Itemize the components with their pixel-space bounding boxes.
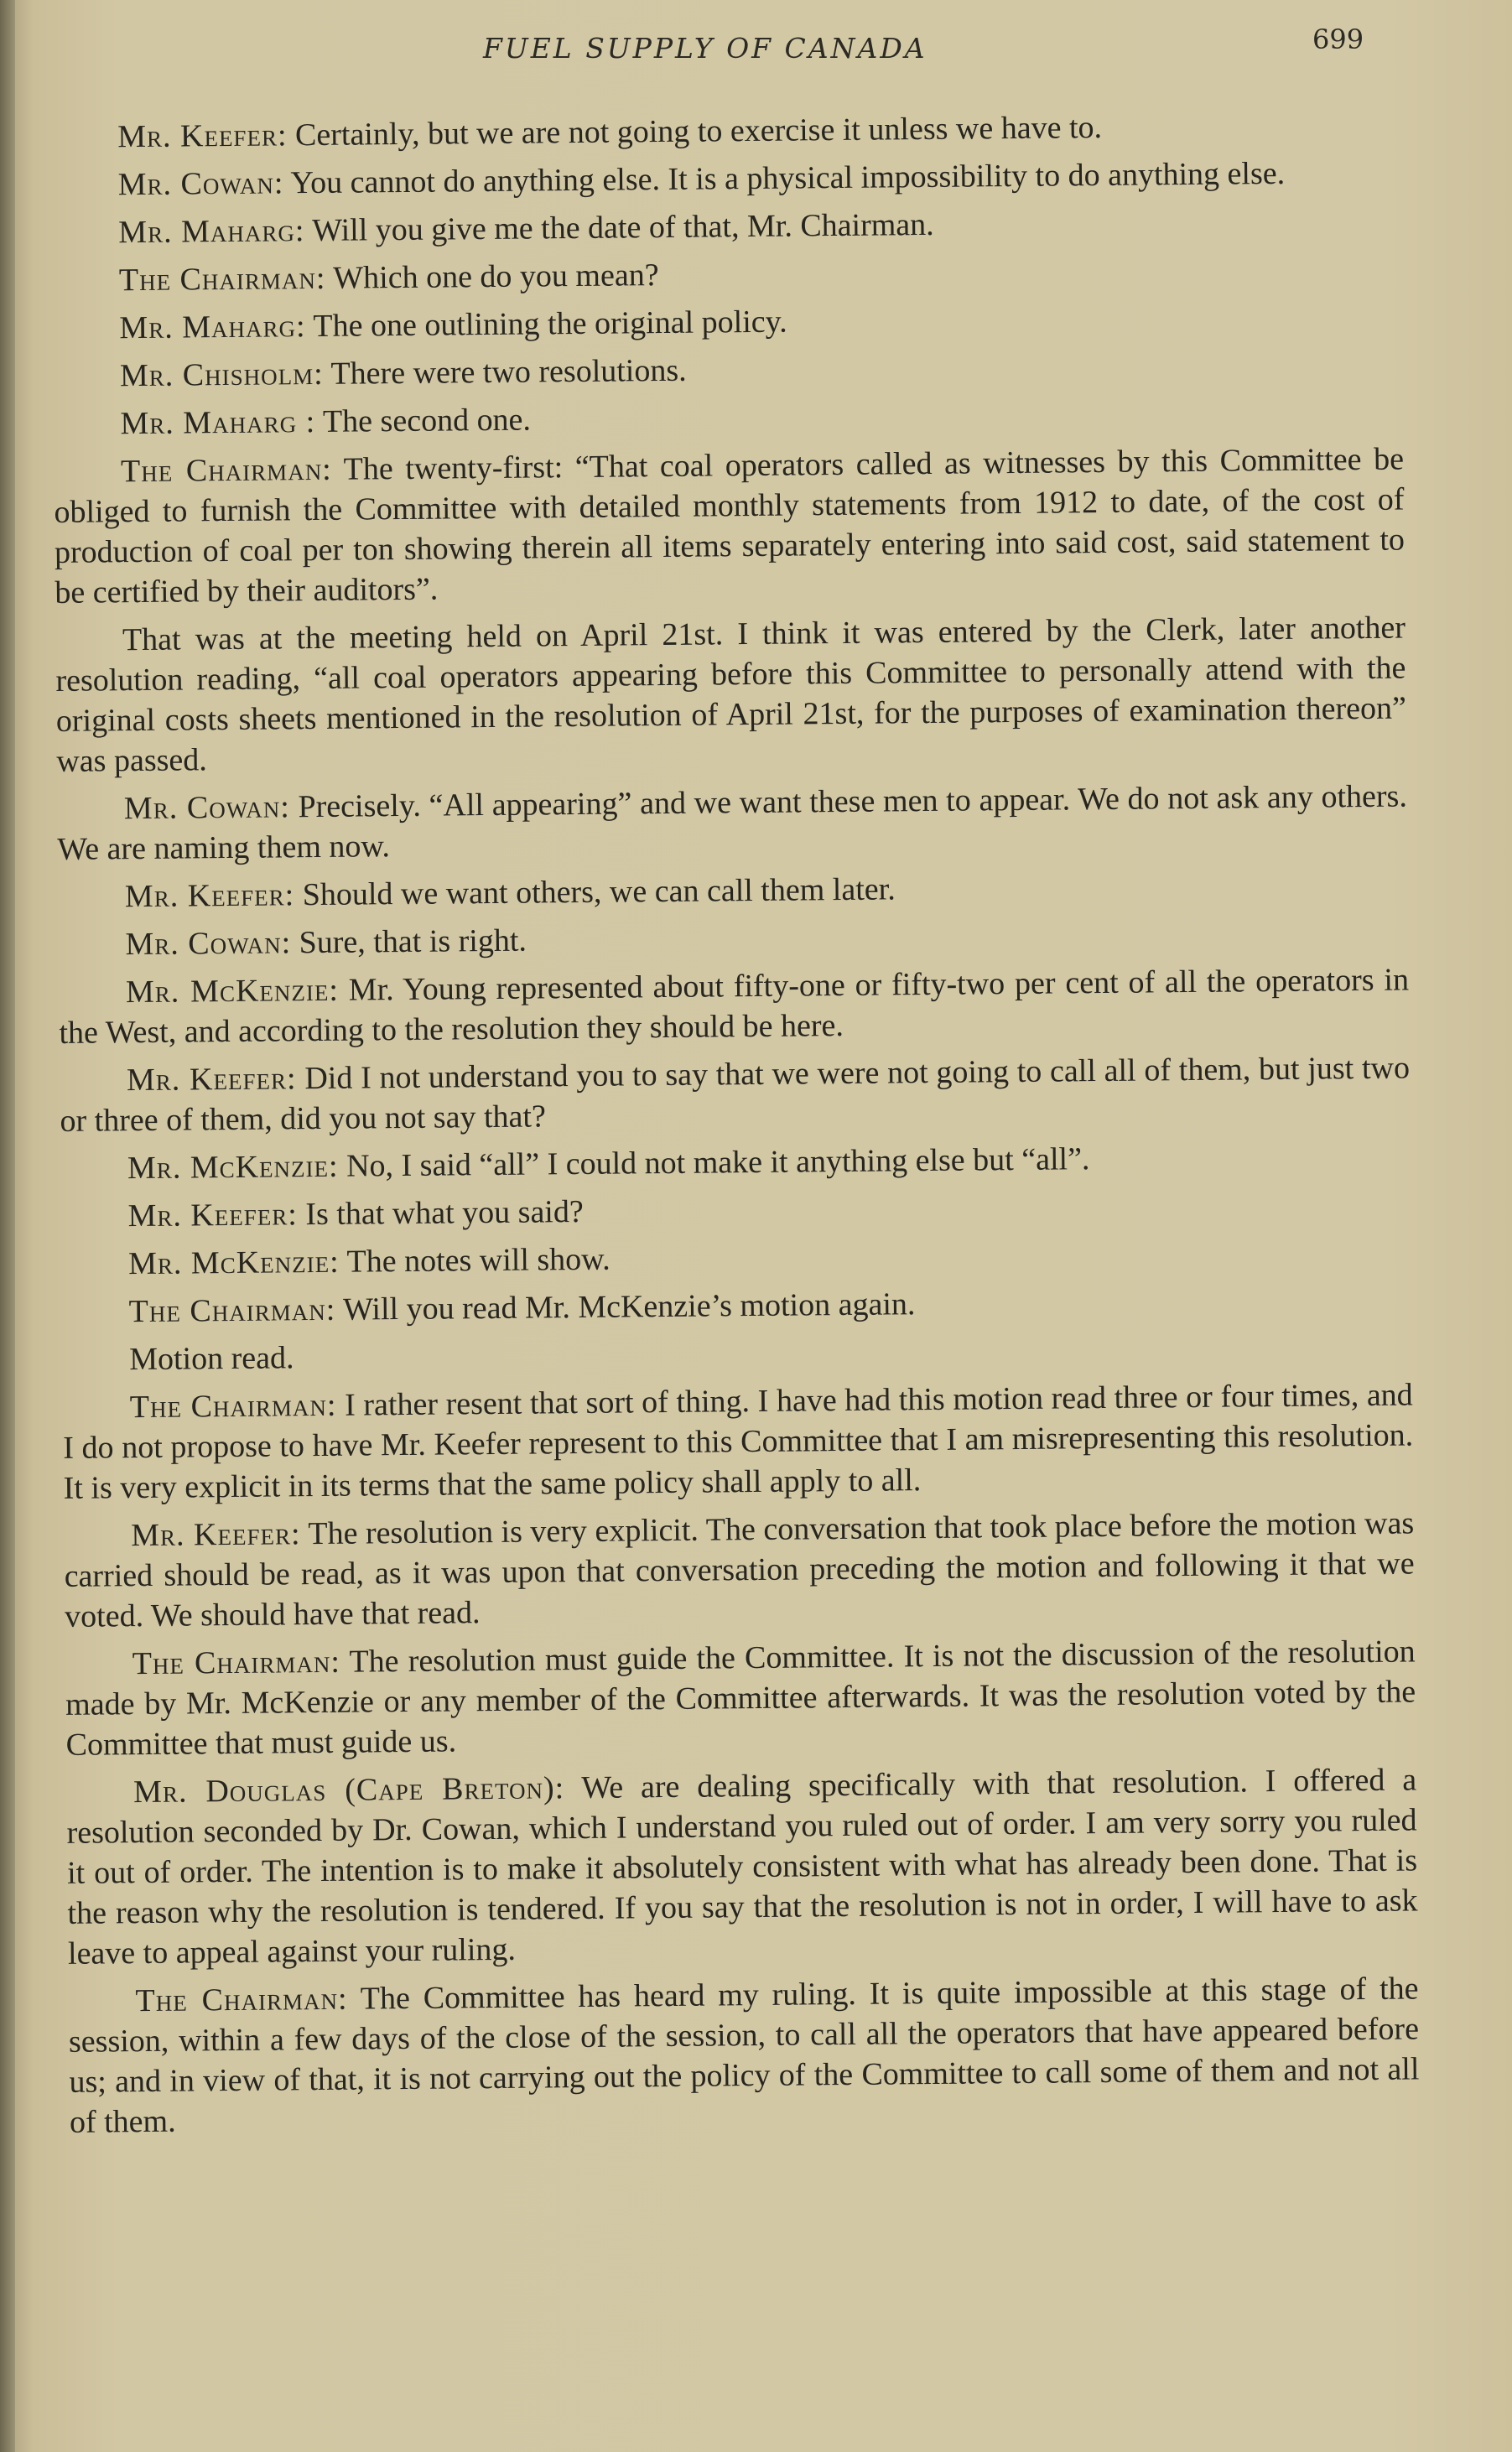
paragraph-text: Will you read Mr. McKenzie’s motion again. (342, 1286, 916, 1327)
speaker-label: The Chairman: (129, 1387, 337, 1426)
paragraph (53, 344, 1403, 397)
speaker-label: Mr. Maharg: (119, 309, 306, 346)
paragraph (55, 608, 1407, 782)
paragraph-text: The resolution is very explicit. The conversation that took place before the motion was carried should be read, as it was upon that conversation preceding the motion and following it that we voted. We should have that read. (64, 1505, 1415, 1634)
speaker-label: Mr. Cowan: (125, 925, 292, 963)
speaker-label: The Chairman: (118, 260, 326, 299)
speaker-label: The Chairman: (120, 451, 332, 490)
page-header (0, 23, 1512, 74)
paragraph (57, 777, 1408, 870)
paragraph-text: The resolution must guide the Committee. It is not the discussion of the resolution made by Mr. McKenzie or any member of the Committee afterwards. It was the resolution voted by the Committee that must guide us. (65, 1634, 1416, 1763)
paragraph-text: Certainly, but we are not going to exercise it unless we have to. (294, 109, 1103, 153)
paragraph-text: You cannot do anything else. It is a physical impossibility to do anything else. (290, 155, 1286, 201)
paragraph-text: Sure, that is right. (299, 922, 527, 961)
paragraph-text: The one outlining the original policy. (313, 304, 787, 345)
speaker-label: Mr. Douglas (Cape Breton): (132, 1770, 565, 1810)
paragraph (58, 865, 1408, 917)
paragraph (63, 1374, 1414, 1508)
paragraph-text: Will you give me the date of that, Mr. Chairman. (312, 206, 934, 249)
paragraph (52, 248, 1402, 301)
paragraph (52, 296, 1402, 349)
paragraph (59, 959, 1410, 1052)
paragraph (61, 1279, 1411, 1332)
speaker-label: Mr. Keefer: (124, 877, 295, 915)
speaker-label: Mr. Keefer: (117, 117, 288, 155)
speaker-label: The Chairman: (135, 1981, 348, 2019)
paragraph-text: Mr. Young represented about fifty-one or fifty-two per cent of all the operators in the West, and according to the resolution they should be here. (59, 962, 1410, 1051)
speaker-label: Mr. Keefer: (127, 1197, 299, 1234)
speaker-label: Mr. McKenzie: (125, 972, 340, 1010)
paragraph (58, 912, 1408, 965)
paragraph (51, 200, 1401, 253)
speaker-label: Mr. McKenzie: (127, 1148, 339, 1187)
paragraph (66, 1759, 1418, 1973)
paragraph-text: Is that what you said? (305, 1193, 584, 1233)
paragraph-text: That was at the meeting held on April 21st. I think it was entered by the Clerk, later another resolution reading, “all coal operators appearing before this Committee to personally attend with the original costs sheets mentioned in the resolution of April 21st, for the purposes of examination thereon” was passed. (55, 610, 1407, 779)
running-title: FUEL SUPPLY OF CANADA (483, 32, 927, 65)
paragraph-text: Did I not understand you to say that we were not going to call all of them, but just two or three of them, did you not say that? (60, 1050, 1411, 1139)
speaker-label: Mr. Maharg: (118, 213, 305, 251)
paragraph (64, 1503, 1415, 1636)
paragraph-text: Which one do you mean? (333, 257, 659, 296)
paragraph (50, 105, 1400, 158)
speaker-label: Mr. McKenzie: (127, 1244, 340, 1282)
speaker-label: The Chairman: (132, 1644, 341, 1682)
transcript-body (50, 105, 1420, 2150)
paragraph-text: We are dealing specifically with that resolution. I offered a resolution seconded by Dr. Cowan, which I understand you ruled out of order. I am very sorry you ruled it out of order. The intention is to make it absolutely consistent with what has already been done. That is the reason why the resolution is tendered. If you say that the resolution is not in order, I will have to ask leave to appeal against your ruling. (66, 1762, 1418, 1971)
paragraph (65, 1631, 1416, 1764)
paragraph-text: Motion read. (129, 1340, 294, 1378)
paragraph-text: I rather resent that sort of thing. I have had this motion read three or four times, and I do not propose to have Mr. Keefer represent to this Committee that I am misrepresenting this resolution. It is very explicit in its terms that the same policy shall apply to all. (63, 1377, 1414, 1506)
paragraph-text: The Committee has heard my ruling. It is quite impossible at this stage of the session, within a few days of the close of the session, to call all the operators that have appeared before us; and in view of that, it is not carrying out the policy of the Committee to call some of them and not all of them. (68, 1971, 1420, 2140)
paragraph (68, 1968, 1420, 2142)
paragraph-text: Precisely. “All appearing” and we want these men to appear. We do not ask any others. We are naming them now. (57, 778, 1408, 867)
speaker-label: Mr. Cowan: (123, 789, 291, 827)
speaker-label: Mr. Keefer: (126, 1061, 297, 1099)
speaker-label: Mr. Chisholm: (119, 356, 324, 394)
paragraph-text: Should we want others, we can call them later. (302, 871, 896, 913)
speaker-label: Mr. Keefer: (131, 1516, 301, 1554)
paragraph (53, 392, 1403, 444)
paragraph-text: The second one. (322, 402, 532, 439)
page-number: 699 (1312, 23, 1364, 55)
paragraph (54, 439, 1405, 613)
speaker-label: Mr. Maharg : (120, 403, 316, 442)
paragraph (51, 153, 1401, 205)
paragraph-text: The twenty-first: “That coal operators called as witnesses by this Committee be obliged to furnish the Committee with detailed monthly statements from 1912 to date, of the cost of production of coal per ton showing therein all items separately entering into said cost, said statement to be certified by their auditors”. (54, 441, 1405, 610)
binding-gutter (0, 0, 15, 2452)
paragraph (61, 1231, 1411, 1284)
speaker-label: The Chairman: (128, 1291, 336, 1330)
paragraph (60, 1183, 1411, 1236)
paragraph (62, 1327, 1412, 1379)
paragraph-text: The notes will show. (346, 1241, 611, 1280)
speaker-label: Mr. Cowan: (117, 165, 284, 203)
paragraph-text: There were two resolutions. (330, 352, 687, 392)
paragraph (60, 1135, 1411, 1188)
paragraph (60, 1047, 1411, 1140)
paragraph-text: No, I said “all” I could not make it anything else but “all”. (346, 1141, 1090, 1184)
